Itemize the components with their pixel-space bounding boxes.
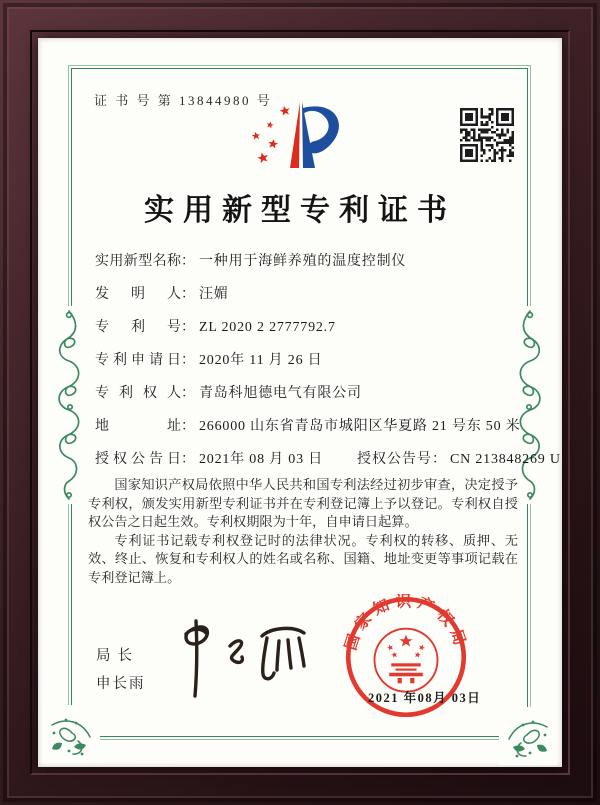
field-value: 青岛科旭德电气有限公司: [199, 386, 362, 401]
certificate-title: 实用新型专利证书: [144, 194, 456, 227]
seal-agency: 国家知识产权局: [343, 594, 469, 653]
legal-text: [88, 476, 518, 588]
legal-paragraph: 专利证书记载专利权登记时的法律状况。专利权的转移、质押、无效、终止、恢复和专利权人的姓名或名称、国籍、地址变更等事项记载在专利登记簿上。: [88, 532, 518, 585]
field-value: 2020年 11 月 26 日: [199, 353, 323, 368]
field-value: 2021年 08 月 03 日: [199, 452, 323, 467]
field-row: 授权公告日： 2021年 08 月 03 日 授权公告号： CN 213848269 U: [95, 448, 536, 468]
qr-code: [460, 108, 514, 162]
certificate-page: [38, 38, 562, 767]
certificate-number: 证 书 号 第 13844980 号: [94, 93, 273, 108]
field-row: 专利号： ZL 2020 2 2777792.7: [95, 316, 536, 336]
field-row: 专利申请日： 2020年 11 月 26 日: [95, 349, 536, 369]
field-row: 发明人： 汪媚: [95, 283, 536, 303]
field-row: 专利权人： 青岛科旭德电气有限公司: [95, 382, 536, 402]
field-value: 266000 山东省青岛市城阳区华夏路 21 号东 50 米: [199, 419, 521, 434]
field-row: 地址： 266000 山东省青岛市城阳区华夏路 21 号东 50 米: [95, 415, 536, 435]
field-row: 实用新型名称： 一种用于海鲜养殖的温度控制仪: [95, 250, 536, 270]
seal-date: 2021 年08月 03日: [368, 691, 482, 705]
legal-paragraph: 国家知识产权局依照中华人民共和国专利法经过初步审查，决定授予专利权，颁发实用新型专利证书并在专利登记簿上予以登记。专利权自授权公告之日起生效。专利权期限为十年，自申请日起算。: [88, 477, 518, 530]
field-list: [95, 250, 561, 481]
field-label: 授权公告日: [95, 452, 181, 467]
director-title: 局长: [96, 648, 139, 664]
field-value: ZL 2020 2 2777792.7: [199, 320, 336, 335]
field-label: 地址: [95, 419, 181, 434]
field-label: 专利申请日: [95, 353, 181, 368]
field-label: 授权公告号: [357, 452, 432, 467]
field-label: 专利号: [95, 320, 181, 335]
field-label: 专利权人: [95, 386, 181, 401]
field-value: 汪媚: [199, 287, 229, 302]
field-label: 实用新型名称: [95, 254, 181, 269]
field-label: 发明人: [95, 287, 181, 302]
field-value: 一种用于海鲜养殖的温度控制仪: [199, 254, 407, 269]
cnipa-logo-icon: [243, 94, 351, 185]
director-signature-icon: [160, 616, 320, 709]
director-name: 申长雨: [96, 676, 146, 692]
field-value: CN 213848269 U: [450, 452, 561, 467]
